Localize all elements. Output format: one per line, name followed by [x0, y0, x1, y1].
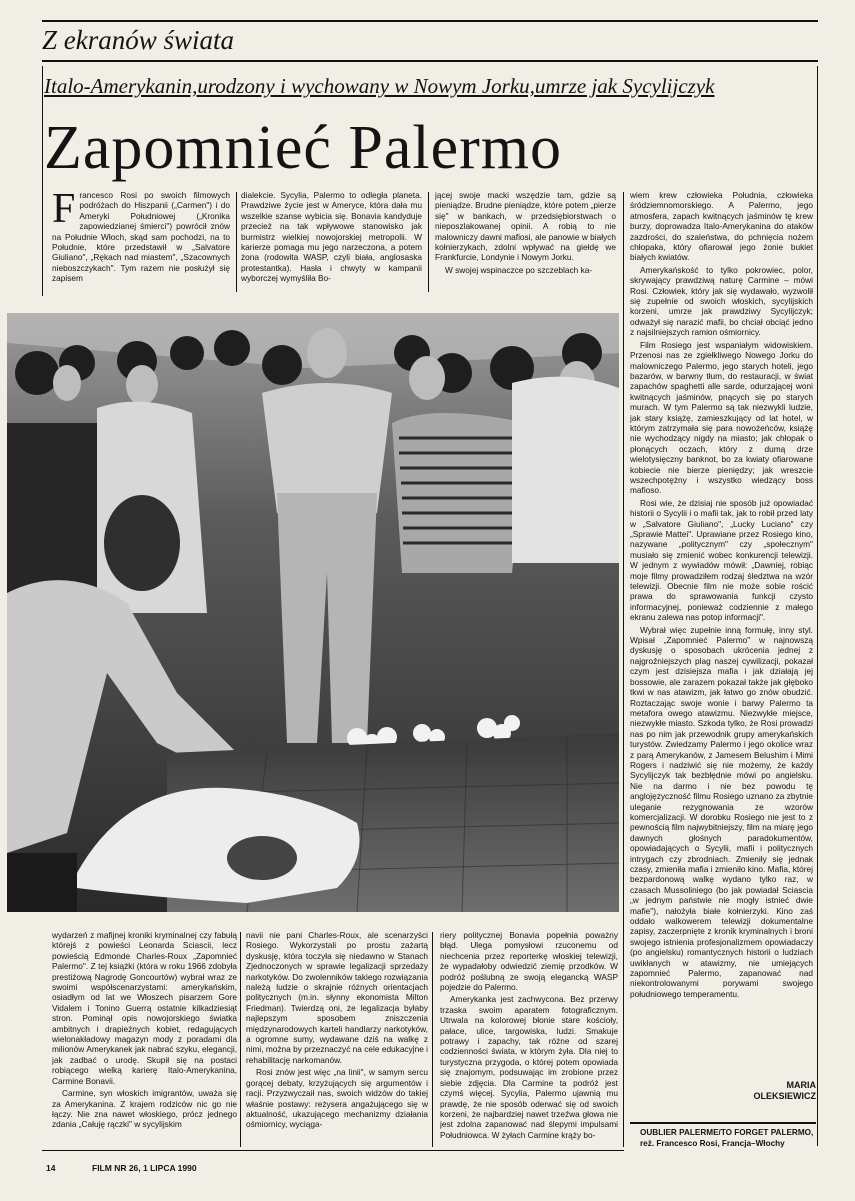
top-column-2	[241, 190, 422, 294]
photo-illustration	[7, 313, 619, 912]
column-rule	[432, 932, 433, 1147]
column-rule	[428, 192, 429, 292]
paragraph: navii nie pani Charles-Roux, ale scenarzyści Rosiego. Wykorzystali po prostu zażartą dyskusję, która toczyła się niedawno w Stanach Zjednoczonych w sprawie legalizacji sprzedaży narkotyków. Do zwolenników takiego rozwiązania należą ludzie o skrajnie różnych orientacjach politycznych (m.in. słynny ekonomista Milton Friedman). Twierdzą oni, że legalizacja byłaby najlepszym sposobem zniszczenia międzynarodowych karteli handlarzy narkotyków, a ogromne sumy, wydawane dziś na walkę z nimi, można by przeznaczyć na cele edukacyjne i rehabilitację narkomanów.	[246, 930, 428, 1065]
credit-rule	[630, 1122, 816, 1124]
frame-right	[817, 66, 818, 1146]
footer-rule	[42, 1150, 624, 1151]
bottom-column-1	[52, 930, 237, 1150]
lead-text: rancesco Rosi po swoich filmowych podróżach do Hiszpanii („Carmen") i do Ameryki Południowej („Kronika zapowiedzianej śmierci") powrócił znów na Południe Włoch, skąd sam pochodzi, na to Południe, które przedstawił w „Salvatore Giuliano", „Rękach nad miastem", „Szacownych nieboszczykach". Tym razem nie posłużył się zapisem	[52, 190, 230, 284]
paragraph: Amerykanka jest zachwycona. Bez przerwy trzaska swoim aparatem fotograficznym. Utrwala na kolorowej błonie stare kościoły, pałace, ulice, targowiska, ludzi. Smakuje potrawy i zapachy, tak różne od szarej codzienności świata, w którym żyła. Dla niej to turystyczna przygoda, o której potem opowiada się znajomym, podsuwając im zrobione przez siebie zdjęcia. Dla Carmine ta podróż jest czymś więcej. Sycylia, Palermo ujawnią mu prawdę, że nie sposób oderwać się od swoich korzeni, że najbardziej nawet trzeźwa głowa nie jest zdolna zapanować nad ślepymi impulsami Południowca. W żyłach Carmine krąży bo-	[440, 994, 618, 1140]
article-headline: Zapomnieć Palermo	[44, 114, 562, 182]
section-rule	[42, 60, 818, 62]
paragraph: jącej swoje macki wszędzie tam, gdzie są pieniądze. Brudne pieniądze, które potem „pierze się" w bankach, w przedsiębiorstwach o nieposzlakowanej opinii. A robią to nie malowniczy dawni mafiosi, ale panowie w białych kołnierzykach, zdolni wpływać na giełdę we Frankfurcie, Londynie i Nowym Jorku.	[435, 190, 616, 263]
article-kicker: Italo-Amerykanin,urodzony i wychowany w Nowym Jorku,umrze jak Sycylijczyk	[44, 74, 715, 98]
page-number: 14	[46, 1163, 56, 1173]
top-rule	[42, 20, 818, 22]
frame-left	[42, 66, 43, 296]
right-column	[630, 190, 813, 1074]
column-rule	[240, 932, 241, 1147]
paragraph: dialekcie. Sycylia, Palermo to odległa planeta. Prawdziwe życie jest w Ameryce, która dała mu wszelkie szanse wybicia się. Bonavia kandyduje przecież na tak wpływowe stanowisko jak burmistrz wielkiej nowojorskiej metropolii. W karierze pomaga mu jego narzeczona, a potem żona (rodowita WASP, czyli biała, anglosaska protestantka). Hasła i chwyty w kampanii wyborczej wymyśliła Bo-	[241, 190, 422, 284]
paragraph: W swojej wspinaczce po szczeblach ka-	[445, 264, 593, 275]
column-rule	[236, 192, 237, 292]
author-first-name: MARIA	[786, 1080, 816, 1090]
top-column-3	[435, 190, 616, 294]
paragraph: wydarzeń z mafijnej kroniki kryminalnej czy fabułą którejś z powieści Leonarda Sciascii, lecz powieścią Edmonde Charles-Roux „Zapomnieć Palermo". Z tej książki (która w roku 1966 zdobyła prestiżową Nagrodę Goncourtów) wybrał wraz ze swoimi współscenarzystami: amerykańskim, osiadłym od lat we Włoszech pisarzem Gore Vidalem i Tonino Guerrą ostatnie kilkadziesiąt stron. Pominął opis nowojorskiego światka ambitnych i drapieżnych kobiet, redagujących wielonakładowy magazyn mody z poradami dla milionów Amerykanek jak nabrać szyku, elegancji, jak zadbać o urodę. Skupił się na postaci robiącego wielką karierę Italo-Amerykanina, Carmine Bonavii.	[52, 930, 237, 1086]
paragraph: wiem krew człowieka Południa, człowieka śródziemnomorskiego. A Palermo, jego atmosfera, zapach kwitnących jaśminów tę krew burzy, doprowadza Italo-Amerykanina do ataków zazdrości, do szaleństwa, do pchnięcia nożem chłopaka, który ofiarował jego żonie bukiet białych kwiatów.	[630, 190, 813, 263]
author-byline	[640, 1080, 816, 1102]
paragraph: Carmine, syn włoskich imigrantów, uważa się za Amerykanina. Z krajem rodziców nic go nie łączy. Nie zna nawet włoskiego, prócz jednego zdania „Całuję rączki" w sycylijskim	[52, 1088, 237, 1130]
paragraph: Rosi znów jest więc „na linii", w samym sercu gorącej debaty, krzyżujących się argumentów i racji. Przyzwyczaił nas, swoich widzów do takiej właśnie postawy: reżysera angażującego się w aktualność, ukazującego mechanizmy działania ośmiornicy, wyciąga-	[246, 1067, 428, 1130]
bottom-column-2	[246, 930, 428, 1150]
paragraph: Amerykańskość to tylko pokrowiec, polor, skrywający prawdziwą naturę Carmine – mówi Rosi. Człowiek, który jak się wydawało, wyzwolił się zupełnie od swoich włoskich, sycylijskich korzeni, umrze jak prawdziwy Sycylijczyk; odważył się narazić mafii, bo chciał obciąć jedno z najsilniejszych ramion ośmiornicy.	[630, 264, 813, 338]
section-title: Z ekranów świata	[42, 25, 235, 55]
column-rule	[623, 192, 624, 1147]
bottom-column-3	[440, 930, 618, 1150]
issue-line: FILM NR 26, 1 LIPCA 1990	[92, 1163, 197, 1173]
film-credit: OUBLIER PALERME/TO FORGET PALERMO, reż. Francesco Rosi, Francja–Włochy	[640, 1128, 814, 1148]
paragraph: Rosi wie, że dzisiaj nie sposób już opowiadać historii o Sycylii i o mafii tak, jak to robił przed laty w „Salvatore Giuliano", „Lucky Luciano" czy „Sprawie Mattei". Uprawiane przez Rosiego kino, nazywane „politycznym" czy „społecznym" musiało się zmienić wobec konkurencji telewizji. W jednym z wywiadów mówił: „Dawniej, robiąc moje filmy prowadziłem rodzaj śledztwa na wzór telewizji. Obecnie film nie może sobie rościć prawa do sprawowania funkcji czysto informacyjnej, ponieważ codziennie z małego ekranu zalewa nas potop informacji".	[630, 497, 813, 623]
author-last-name: OLEKSIEWICZ	[753, 1091, 816, 1101]
film-still-photo	[7, 313, 619, 912]
drop-cap: F	[52, 190, 76, 232]
paragraph: Wybrał więc zupełnie inną formułę, inny styl. Wpisał „Zapomnieć Palermo" w najnowszą dyskusję o sposobach ukrócenia jednej z najgroźniejszych plag naszej cywilizacji, pokazał czym jest dzisiejsza mafia i jak działają jej bossowie, ale zarazem pokazał także jak głęboko tkwi w nas atawizm, jak łatwo go znów obudzić. Roztaczając swoje wonie i barwy Palermo ta metafora owego atawizmu. Niezwykłe miejsce, niezwykłe miasto. Szkoda tylko, że Rosi prowadzi nas po nim jak przewodnik grupy amerykańskich turystów. Zwiedzamy Palermo i jego okolice wraz z parą Amerykanów, z Jamesem Belushim i Mimi Rogers i nadziwić się nie możemy, że każdy Sycylijczyk tak bezbłędnie mówi po angielsku. Nie na darmo i nie bez powodu tę anglojęzyczność filmu Rosiego uznano za zbytnie uleganie rezygnowania ze wzorów komercjalizacji. W dorobku Rosiego nie jest to z pewnością film najwybitniejszy, film na miarę jego dawnych głośnych paradokumentów, opowiadających o Sycylii, mafii i politycznych intrygach czy zbrodniach. Zmieniły się jednak czasy, zmieniła mafia i zmieniło kino. Mafia, której bezpardonową walkę wydano tylko raz, w czasach Mussoliniego (bo jak powiadał Sciascia „w jednym państwie nie mogły istnieć dwie mafie"), nałożyła białe kołnierzyki. Kino zaś oddało walkowerem telewizji dokumentalne zapisy, zaczerpnięte z kronik kryminalnych i broni swojego istnienia profesjonalizmem opowiadaczy (po angielsku) romantycznych historii o ludziach uwikłanych w atawizmy, nie umiejących zapomnieć Palermo, zapanować nad niekontrolowanymi porywami swojego południowego temperamentu.	[630, 624, 813, 999]
paragraph: Film Rosiego jest wspaniałym widowiskiem. Przenosi nas ze zgiełkliwego Nowego Jorku do malowniczego Palermo, jego starych hoteli, jego bazarów, w barwny tłum, do restauracji, w świat zapachów spaghetti alle sarde, odurzającej woni kwitnących jaśminów, pnących się po starych murach. W tym Palermo są tak niezwykli ludzie, jak stary książę, zamieszkujący od lat hotel, w którym zatrzymała się para nowożeńców, książę nie wychodzący nigdy na miasto; jak chłopak o płonących oczach, który z dumą drze wielotysięczny banknot, bo za kwiaty ofiarowane kobiecie nie bierze pieniędzy; jak wreszcie wszechpotężny i wszystko wiedzący boss mafioso.	[630, 339, 813, 496]
lead-column	[52, 190, 230, 294]
paragraph: riery politycznej Bonavia popełnia poważny błąd. Ulega pomysłowi rzuconemu od niechcenia przez reporterkę włoskiej telewizji, że wypadałoby odwiedzić ziemię przodków. W podróż poślubną ze swoją elegancką WASP pojedzie do Palermo.	[440, 930, 618, 993]
